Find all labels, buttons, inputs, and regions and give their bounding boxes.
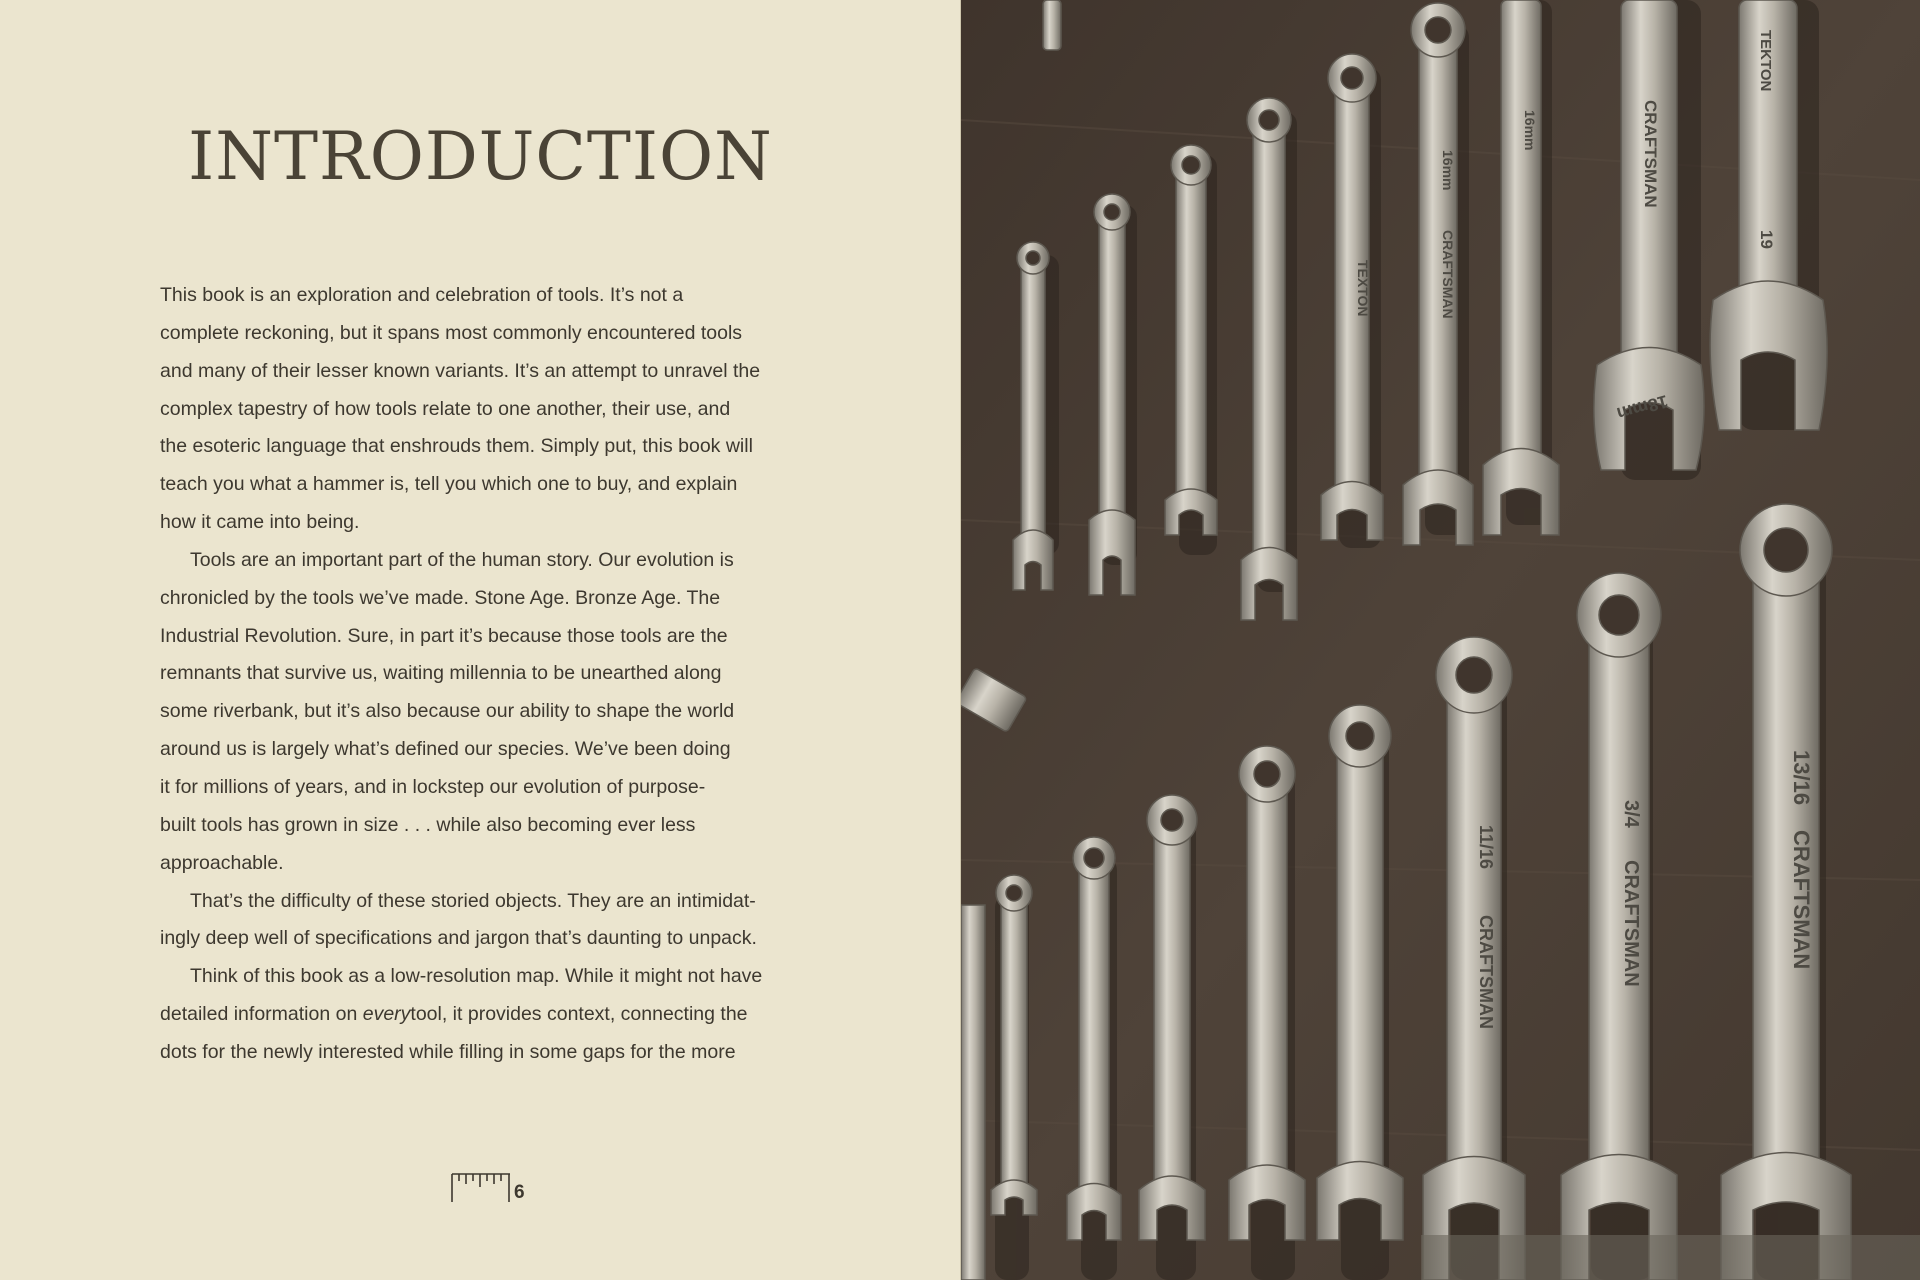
text-line: around us is largely what’s defined our species. We’ve been doing bbox=[160, 738, 731, 761]
text-line: it for millions of years, and in lockstep our evolution of purpose- bbox=[160, 775, 706, 798]
text-line: Industrial Revolution. Sure, in part it’s because those tools are the bbox=[160, 624, 728, 647]
folio bbox=[450, 1170, 525, 1204]
engraving: CRAFTSMAN bbox=[1641, 100, 1660, 208]
wrenches-photo bbox=[961, 0, 1920, 1280]
engraving: CRAFTSMAN bbox=[1789, 830, 1814, 970]
text-line bbox=[160, 996, 820, 1034]
engraving: 3/4 bbox=[1620, 800, 1642, 828]
text-line: dots for the newly interested while filling in some gaps for the more bbox=[160, 1040, 736, 1063]
text-fragment: tool, it provides context, connecting the bbox=[410, 1003, 748, 1026]
text-line: Tools are an important part of the human story. Our evolution is bbox=[190, 548, 734, 571]
engraving: 16mm bbox=[1522, 110, 1538, 151]
page-title: INTRODUCTION bbox=[188, 118, 773, 195]
text-line: chronicled by the tools we’ve made. Stone Age. Bronze Age. The bbox=[160, 586, 721, 609]
text-line: the esoteric language that enshrouds them. Simply put, this book will bbox=[160, 435, 753, 458]
text-line: how it came into being. bbox=[160, 511, 360, 534]
engraving: TEXTON bbox=[1355, 260, 1371, 317]
text-line: some riverbank, but it’s also because our ability to shape the world bbox=[160, 700, 735, 723]
text-line: complex tapestry of how tools relate to one another, their use, and bbox=[160, 397, 731, 420]
engraving: 18mm bbox=[1614, 391, 1671, 424]
text-line: complete reckoning, but it spans most commonly encountered tools bbox=[160, 321, 743, 344]
engraving: 13/16 bbox=[1789, 750, 1814, 806]
body-text bbox=[160, 277, 820, 1072]
text-line: Think of this book as a low-resolution map. While it might not have bbox=[190, 965, 763, 988]
text-line: approachable. bbox=[160, 851, 284, 874]
text-line: ingly deep well of specifications and jargon that’s daunting to unpack. bbox=[160, 927, 757, 950]
engraving: 16mm bbox=[1440, 150, 1456, 191]
gutter bbox=[960, 0, 961, 1280]
engraving: 11/16 bbox=[1476, 825, 1496, 870]
wrench-photo bbox=[961, 0, 1920, 1280]
text-line: remnants that survive us, waiting millennia to be unearthed along bbox=[160, 662, 722, 685]
text-line: teach you what a hammer is, tell you which one to buy, and explain bbox=[160, 473, 738, 496]
page-number: 6 bbox=[514, 1182, 525, 1203]
text-line: That’s the difficulty of these storied objects. They are an intimidat- bbox=[190, 889, 756, 912]
engraving: CRAFTSMAN bbox=[1476, 915, 1496, 1029]
engraving: TEKTON bbox=[1757, 30, 1774, 92]
engraving: CRAFTSMAN bbox=[1620, 860, 1642, 987]
text-line: and many of their lesser known variants. It’s an attempt to unravel the bbox=[160, 359, 761, 382]
text-line: This book is an exploration and celebration of tools. It’s not a bbox=[160, 284, 684, 306]
text-line: built tools has grown in size . . . while also becoming ever less bbox=[160, 813, 696, 836]
engraving: CRAFTSMAN bbox=[1440, 230, 1456, 319]
engraving: 19 bbox=[1757, 230, 1776, 249]
emphasis-word: every bbox=[362, 1003, 411, 1026]
text-fragment: detailed information on bbox=[160, 1003, 363, 1026]
ruler-icon bbox=[450, 1170, 512, 1204]
